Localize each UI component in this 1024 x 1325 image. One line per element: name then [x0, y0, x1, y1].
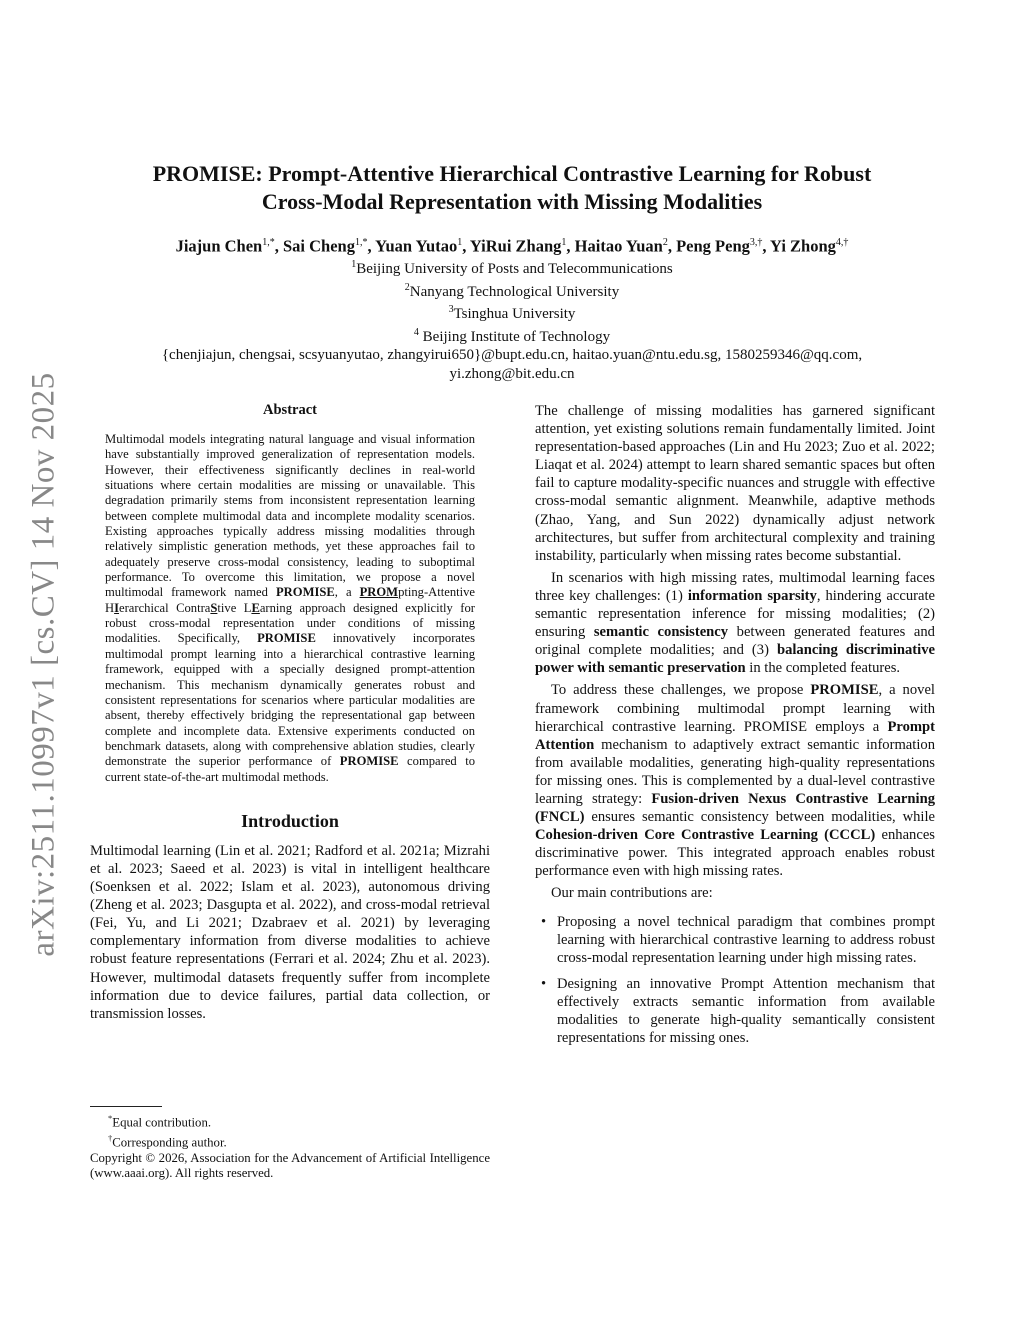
author-name: Yuan Yutao: [375, 236, 458, 256]
author-sep: ,: [566, 236, 575, 256]
abstract-heading: Abstract: [263, 402, 317, 418]
affiliation-sup: 2: [404, 281, 410, 293]
author-sup: 1,*: [354, 237, 368, 248]
promise-name: PROMISE: [275, 585, 335, 600]
author-sep: ,: [762, 236, 771, 256]
author-sup: 1,*: [262, 237, 275, 248]
abstract-text: Multimodal models integrating natural language and visual information have substantially improved generalization of representation models. However, their effectiveness significantly declines in real-world situations where certain modalities are missing or unavailable. This degradation primarily stems from inconsistent representation learning between complete multimodal data and incomplete modality scenarios. Existing approaches typically address missing modalities through relatively simplistic generation methods, yet these approaches fail to adequately preserve cross-modal consistency, leading to suboptimal performance. To overcome this limitation, we propose a novel multimodal framework named PROMISE, a PROMpting-Attentive HIerarchical ContraStive LEarning approach designed explicitly for robust cross-modal representation under conditions of missing modalities. Specifically, PROMISE innovatively incorporates multimodal prompt learning into a hierarchical contrastive learning framework, equipped with a specially designed prompt-attention mechanism. This mechanism dynamically generates robust and consistent representations for scenarios where particular modalities are absent, thereby effectively bridging the representational gap between complete and incomplete data. Extensive experiments conducted on benchmark datasets, along with comprehensive ablation studies, clearly demonstrate the superior performance of PROMISE compared to current state-of-the-art multimodal methods.: [105, 432, 476, 784]
arxiv-id-text: arXiv:2511.10997v1 [cs.CV] 14 Nov 2025: [25, 371, 62, 957]
footnotes: [90, 1106, 490, 1182]
introduction-heading: Introduction: [241, 810, 339, 831]
contributions-lead: Our main contributions are:: [551, 885, 713, 902]
author-sup: 3,†: [749, 237, 763, 248]
author-sep: ,: [274, 236, 283, 256]
affiliation-text: Tsinghua University: [453, 306, 576, 323]
promise-name: PROMISE: [339, 754, 399, 769]
arxiv-identifier: [20, 364, 68, 964]
right-column: [535, 402, 935, 1055]
author-name: Jiajun Chen: [175, 236, 263, 256]
left-column: [90, 402, 490, 1023]
affiliation-line: [90, 301, 934, 324]
affiliation-sup: 1: [351, 259, 357, 270]
email-line-1: {chenjiajun, chengsai, scsyuanyutao, zhangyirui650}@bupt.edu.cn, haitao.yuan@ntu.edu.sg, 1580259346@qq.com,: [161, 347, 863, 364]
affiliation-line: [90, 279, 934, 302]
title-line-1: PROMISE: Prompt-Attentive Hierarchical Contrastive Learning for Robust: [152, 161, 872, 186]
bullet-icon: •: [541, 975, 547, 992]
affiliation-text: Beijing Institute of Technology: [418, 328, 611, 345]
footnote-corresponding: †Corresponding author.: [108, 1132, 227, 1150]
intro-paragraph-1: Multimodal learning (Lin et al. 2021; Radford et al. 2021a; Mizrahi et al. 2023; Saeed et al. 2023) is vital in intelligent healthcare (Soenksen et al. 2022; Islam et al. 2023), autonomous driving (Zheng et al. 2023; Dasgupta et al. 2022), and cross-modal retrieval (Fei, Yu, and Li 2021; Dzabraev et al. 2021) by leveraging complementary information from diverse modalities to achieve robust feature representations (Ferrari et al. 2024; Zhu et al. 2023). However, multimodal datasets frequently suffer from incomplete information due to device failures, partial data collection, or transmission losses.: [90, 842, 490, 1022]
contributions-list: [535, 913, 935, 1048]
copyright-notice: Copyright © 2026, Association for the Advancement of Artificial Intelligence (www.aaai.org). All rights reserved.: [90, 1150, 490, 1181]
affiliation-line: [90, 324, 934, 347]
promise-name: PROMISE: [257, 631, 316, 646]
author-sep: ,: [667, 236, 677, 256]
author-name: Yi Zhong: [770, 236, 836, 256]
author-list: [60, 232, 964, 258]
affiliation-sup: 4: [413, 326, 419, 338]
paper-title: [90, 160, 934, 216]
affiliation-text: Nanyang Technological University: [409, 283, 620, 300]
acronym-letters: PROM: [359, 585, 399, 600]
acronym-letters: E: [251, 600, 260, 615]
author-name: YiRui Zhang: [469, 236, 562, 256]
author-sup: 1: [561, 237, 567, 248]
author-sup: 2: [662, 237, 668, 248]
author-sup: 1: [457, 237, 463, 248]
intro-paragraph-3: In scenarios with high missing rates, multimodal learning faces three key challenges: (1) information sparsity, hindering accurate semantic representation inference for missing modalities; (2) ensuring semantic consistency between generated features and original complete modalities; and (3) balancing discriminative power with semantic preservation in the completed features.: [535, 569, 935, 677]
affiliations: [90, 256, 934, 384]
author-sup: 4,†: [835, 237, 849, 248]
affiliation-sup: 3: [448, 304, 454, 316]
footnote-equal: *Equal contribution.: [108, 1113, 212, 1130]
title-line-2: Cross-Modal Representation with Missing Modalities: [261, 189, 763, 214]
acronym-letters: I: [114, 600, 120, 615]
affiliation-text: Beijing University of Posts and Telecommunications: [356, 261, 673, 277]
email-line-2: yi.zhong@bit.edu.cn: [449, 365, 575, 382]
intro-paragraph-2: The challenge of missing modalities has garnered significant attention, yet existing solutions remain fundamentally limited. Joint representation-based approaches (Lin and Hu 2023; Zuo et al. 2022; Liaqat et al. 2024) attempt to learn shared semantic spaces but often fail to capture modality-specific nuances and struggle with effective cross-modal semantic alignment. Meanwhile, adaptive methods (Zhao, Yang, and Sun 2022) dynamically adjust network architectures, but suffer from architectural complexity and training instability, particularly when missing rates become substantial.: [535, 403, 935, 564]
author-sep: ,: [367, 236, 376, 256]
author-name: Sai Cheng: [282, 236, 355, 256]
acronym-letters: S: [210, 600, 218, 615]
author-sep: ,: [462, 236, 470, 256]
intro-paragraph-4: To address these challenges, we propose PROMISE, a novel framework combining multimodal prompt learning with hierarchical contrastive learning. PROMISE employs a Prompt Attention mechanism to adaptively extract semantic information from available modalities, generating high-quality representations for missing ones. This is complemented by a dual-level contrastive learning strategy: Fusion-driven Nexus Contrastive Learning (FNCL) ensures semantic consistency between modalities, while Cohesion-driven Core Contrastive Learning (CCCL) enhances discriminative power. This integrated approach enables robust performance even with high missing rates.: [535, 682, 935, 880]
footnote-rule: [90, 1106, 162, 1107]
list-item: • Designing an innovative Prompt Attention mechanism that effectively extracts semantic information from available modalities to generate high-quality semantically consistent representations for missing ones.: [541, 975, 935, 1047]
list-item: • Proposing a novel technical paradigm that combines prompt learning with hierarchical contrastive learning to address robust cross-modal representation learning under high missing rates.: [541, 913, 935, 966]
bullet-icon: •: [541, 913, 547, 930]
author-name: Peng Peng: [676, 236, 750, 256]
affiliation-line: [90, 256, 934, 279]
author-name: Haitao Yuan: [574, 236, 663, 256]
